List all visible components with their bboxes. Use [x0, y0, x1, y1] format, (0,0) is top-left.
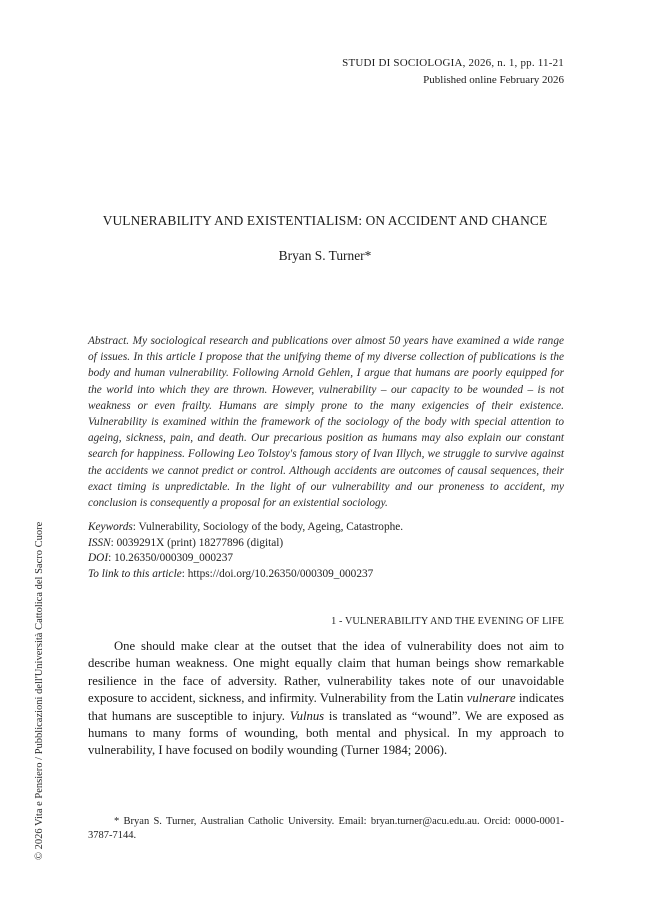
issn-value: 0039291X (print) 18277896 (digital) — [116, 536, 284, 549]
journal-header — [342, 55, 564, 89]
keywords-value: Vulnerability, Sociology of the body, Ageing, Catastrophe. — [138, 521, 404, 533]
section-heading: 1 - VULNERABILITY AND THE EVENING OF LIFE — [331, 616, 564, 627]
article-title: VULNERABILITY AND EXISTENTIALISM: ON ACCIDENT AND CHANCE — [102, 213, 548, 228]
link-line: To link to this article: https://doi.org/10.26350/000309_000237 — [88, 567, 374, 580]
issn-label: ISSN — [88, 536, 111, 549]
publication-date: Published online February 2026 — [423, 74, 564, 86]
latin-term: Vulnus — [289, 708, 325, 723]
link-label: To link to this article — [88, 567, 182, 580]
abstract: Abstract. My sociological research and publications over almost 50 years have examined a wide range of issues. In this article I propose that the unifying theme of my diverse collection of publications is the body and human vulnerability. Following Arnold Gehlen, I argue that humans are poorly equipped for the world into which they are thrown. However, vulnerability – our capacity to be wounded – is not weakness or even frailty. Humans are simply prone to the many exigencies of their existence. Vulnerability is examined within the framework of the sociology of the body with special attention to ageing, sickness, pain, and death. Our precarious position as humans may also explain our constant search for happiness. Following Leo Tolstoy's famous story of Ivan Illych, we struggle to survive against the accidents we cannot predict or control. Although accidents are outcomes of causal sequences, their exact timing is unpredictable. In the light of our vulnerability and our proneness to accident, my conclusion is consequently a proposal for an existential sociology. — [88, 335, 564, 510]
body-text-segment: is translated as “wound”. We are exposed as humans to many forms of wounding, both mental and physical. In my approach to vulnerability, I have focused on bodily wounding (Turner 1984; 2006). — [88, 708, 564, 758]
doi-value: 10.26350/000309_000237 — [114, 552, 233, 564]
side-copyright-notice: © 2026 Vita e Pensiero / Pubblicazioni dell'Università Cattolica del Sacro Cuore — [34, 521, 45, 860]
body-paragraph — [88, 638, 564, 760]
issn-line: ISSN: 0039291X (print) 18277896 (digital) — [88, 536, 284, 549]
body-text-segment: One should make clear at the outset that the idea of vulnerability does not aim to describe human weakness. One might equally claim that human beings show remarkable resilience in the face of adversity. Rather, vulnerability takes note of our unavoidable exposure to accident, sickness, and infirmity. Vulnerability from the Latin — [88, 639, 564, 706]
keywords-label: Keywords — [88, 521, 133, 533]
latin-term: vulnerare — [466, 691, 516, 706]
keywords-line: Keywords: Vulnerability, Sociology of the body, Ageing, Catastrophe. — [88, 521, 404, 533]
body-text-segment: indicates that humans are susceptible to injury. — [88, 691, 564, 723]
author-footnote: * Bryan S. Turner, Australian Catholic University. Email: bryan.turner@acu.edu.au. Orcid: 0000-0001-3787-7144. — [88, 816, 564, 841]
article-link[interactable]: https://doi.org/10.26350/000309_000237 — [187, 567, 374, 580]
article-author: Bryan S. Turner* — [278, 248, 372, 263]
journal-citation: STUDI DI SOCIOLOGIA, 2026, n. 1, pp. 11-21 — [342, 57, 564, 69]
doi-line: DOI: 10.26350/000309_000237 — [88, 552, 233, 564]
article-metadata — [88, 520, 564, 582]
doi-label: DOI — [88, 552, 109, 564]
